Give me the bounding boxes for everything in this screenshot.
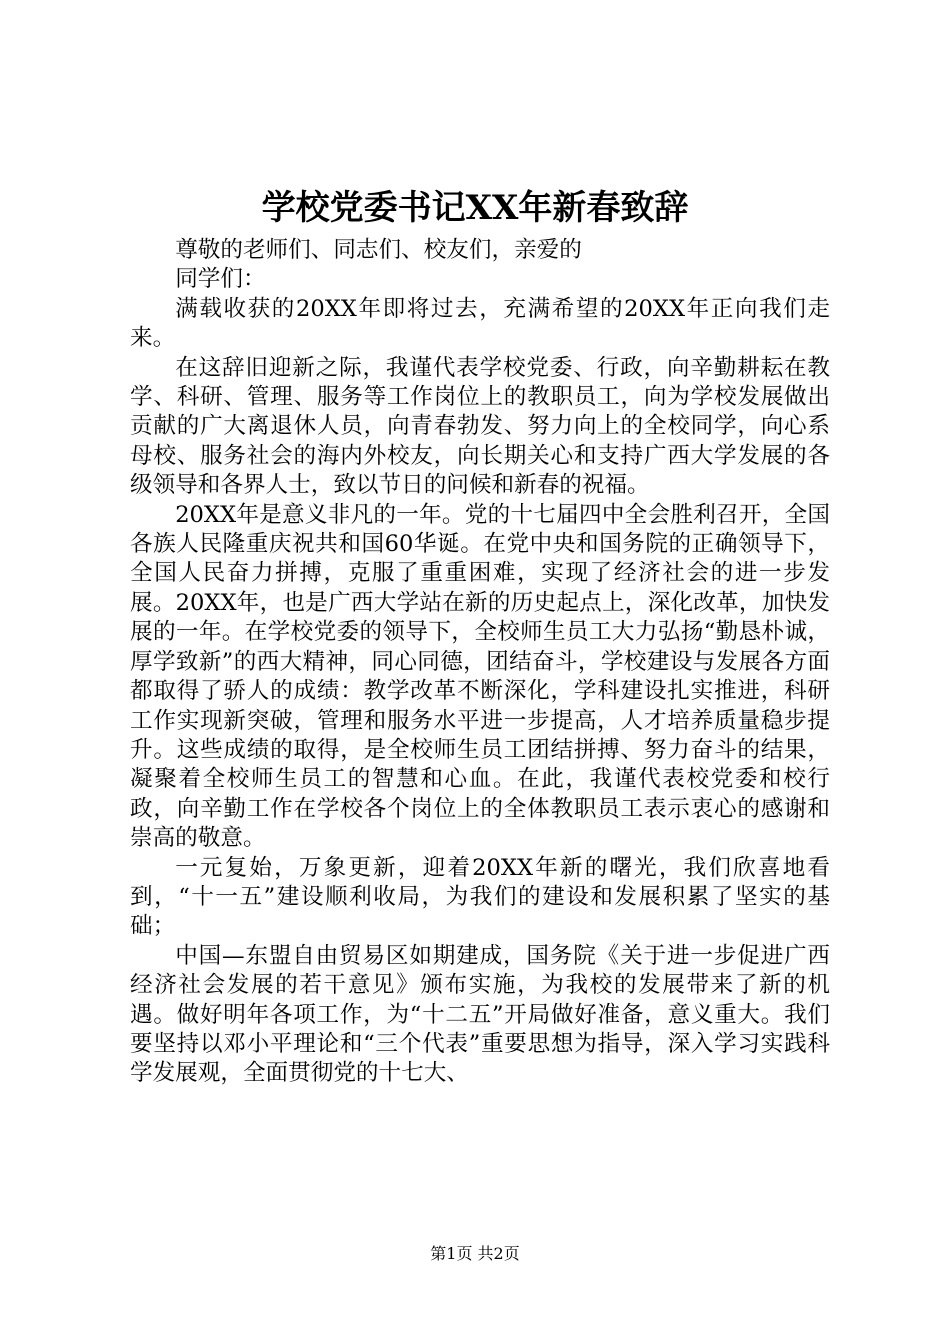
paragraph-1: 满载收获的20XX年即将过去，充满希望的20XX年正向我们走来。 — [130, 295, 830, 352]
paragraph-2: 在这辞旧迎新之际，我谨代表学校党委、行政，向辛勤耕耘在教学、科研、管理、服务等工作岗位上的教职员工，向为学校发展做出贡献的广大离退休人员，向青春勃发、努力向上的全校同学，向心系母校、服务社会的海内外校友，向长期关心和支持广西大学发展的各级领导和各界人士，致以节日的问候和新春的祝福。 — [130, 354, 830, 499]
document-title: 学校党委书记XX年新春致辞 — [261, 188, 689, 228]
paragraph-4: 一元复始，万象更新，迎着20XX年新的曙光，我们欣喜地看到，“十一五”建设顺利收局，为我们的建设和发展积累了坚实的基础； — [130, 854, 830, 940]
paragraph-5: 中国—东盟自由贸易区如期建成，国务院《关于进一步促进广西经济社会发展的若干意见》颁布实施，为我校的发展带来了新的机遇。做好明年各项工作，为“十二五”开局做好准备，意义重大。我们要坚持以邓小平理论和“三个代表”重要思想为指导，深入学习实践科学发展观，全面贯彻党的十七大、 — [130, 942, 830, 1087]
document-body — [130, 236, 830, 1089]
paragraph-salutation-2: 同学们： — [175, 266, 266, 293]
paragraph-3: 20XX年是意义非凡的一年。党的十七届四中全会胜利召开，全国各族人民隆重庆祝共和国60华诞。在党中央和国务院的正确领导下，全国人民奋力拼搏，克服了重重困难，实现了经济社会的进一步发展。20XX年，也是广西大学站在新的历史起点上，深化改革，加快发展的一年。在学校党委的领导下，全校师生员工大力弘扬“勤恳朴诚，厚学致新”的西大精神，同心同德，团结奋斗，学校建设与发展各方面都取得了骄人的成绩：教学改革不断深化，学科建设扎实推进，科研工作实现新突破，管理和服务水平进一步提高，人才培养质量稳步提升。这些成绩的取得，是全校师生员工团结拼搏、努力奋斗的结果，凝聚着全校师生员工的智慧和心血。在此，我谨代表校党委和校行政，向辛勤工作在学校各个岗位上的全体教职员工表示衷心的感谢和崇高的敬意。 — [130, 501, 830, 852]
page-number-footer: 第1页 共2页 — [430, 1244, 520, 1263]
paragraph-salutation-1: 尊敬的老师们、同志们、校友们，亲爱的 — [175, 237, 582, 263]
